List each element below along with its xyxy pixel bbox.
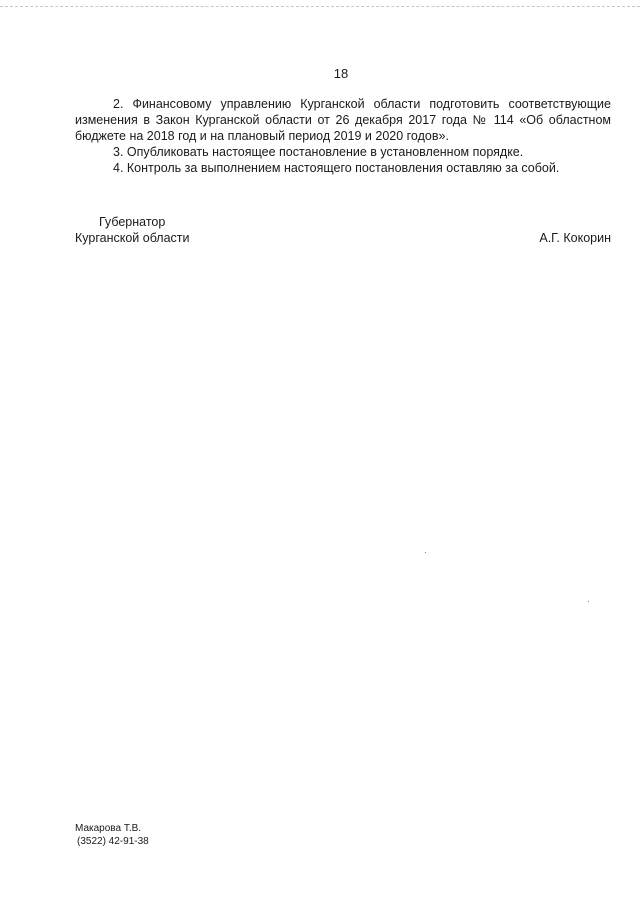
scan-speck <box>588 601 589 602</box>
executor-footer <box>75 822 149 848</box>
executor-phone: (3522) 42-91-38 <box>77 836 149 847</box>
signature-row <box>75 230 611 246</box>
scan-artifact-line <box>0 6 640 9</box>
executor-name: Макарова Т.В. <box>75 823 142 834</box>
page-number: 18 <box>333 66 349 81</box>
signatory-title: Губернатор <box>99 215 166 229</box>
scan-speck <box>425 552 426 553</box>
paragraph-2: 2. Финансовому управлению Курганской области подготовить соответствующие изменения в Закон Курганской области от 26 декабря 2017 года № 114 «Об областном бюджете на 2018 год и на плановый период 2019 и 2020 годов». <box>75 97 611 143</box>
paragraph-3: 3. Опубликовать настоящее постановление в установленном порядке. <box>113 145 524 159</box>
signatory-region: Курганской области <box>75 231 190 245</box>
signature-block <box>75 214 611 246</box>
signatory-name: А.Г. Кокорин <box>539 231 611 245</box>
document-body <box>75 96 611 176</box>
paragraph-4: 4. Контроль за выполнением настоящего постановления оставляю за собой. <box>113 161 560 175</box>
